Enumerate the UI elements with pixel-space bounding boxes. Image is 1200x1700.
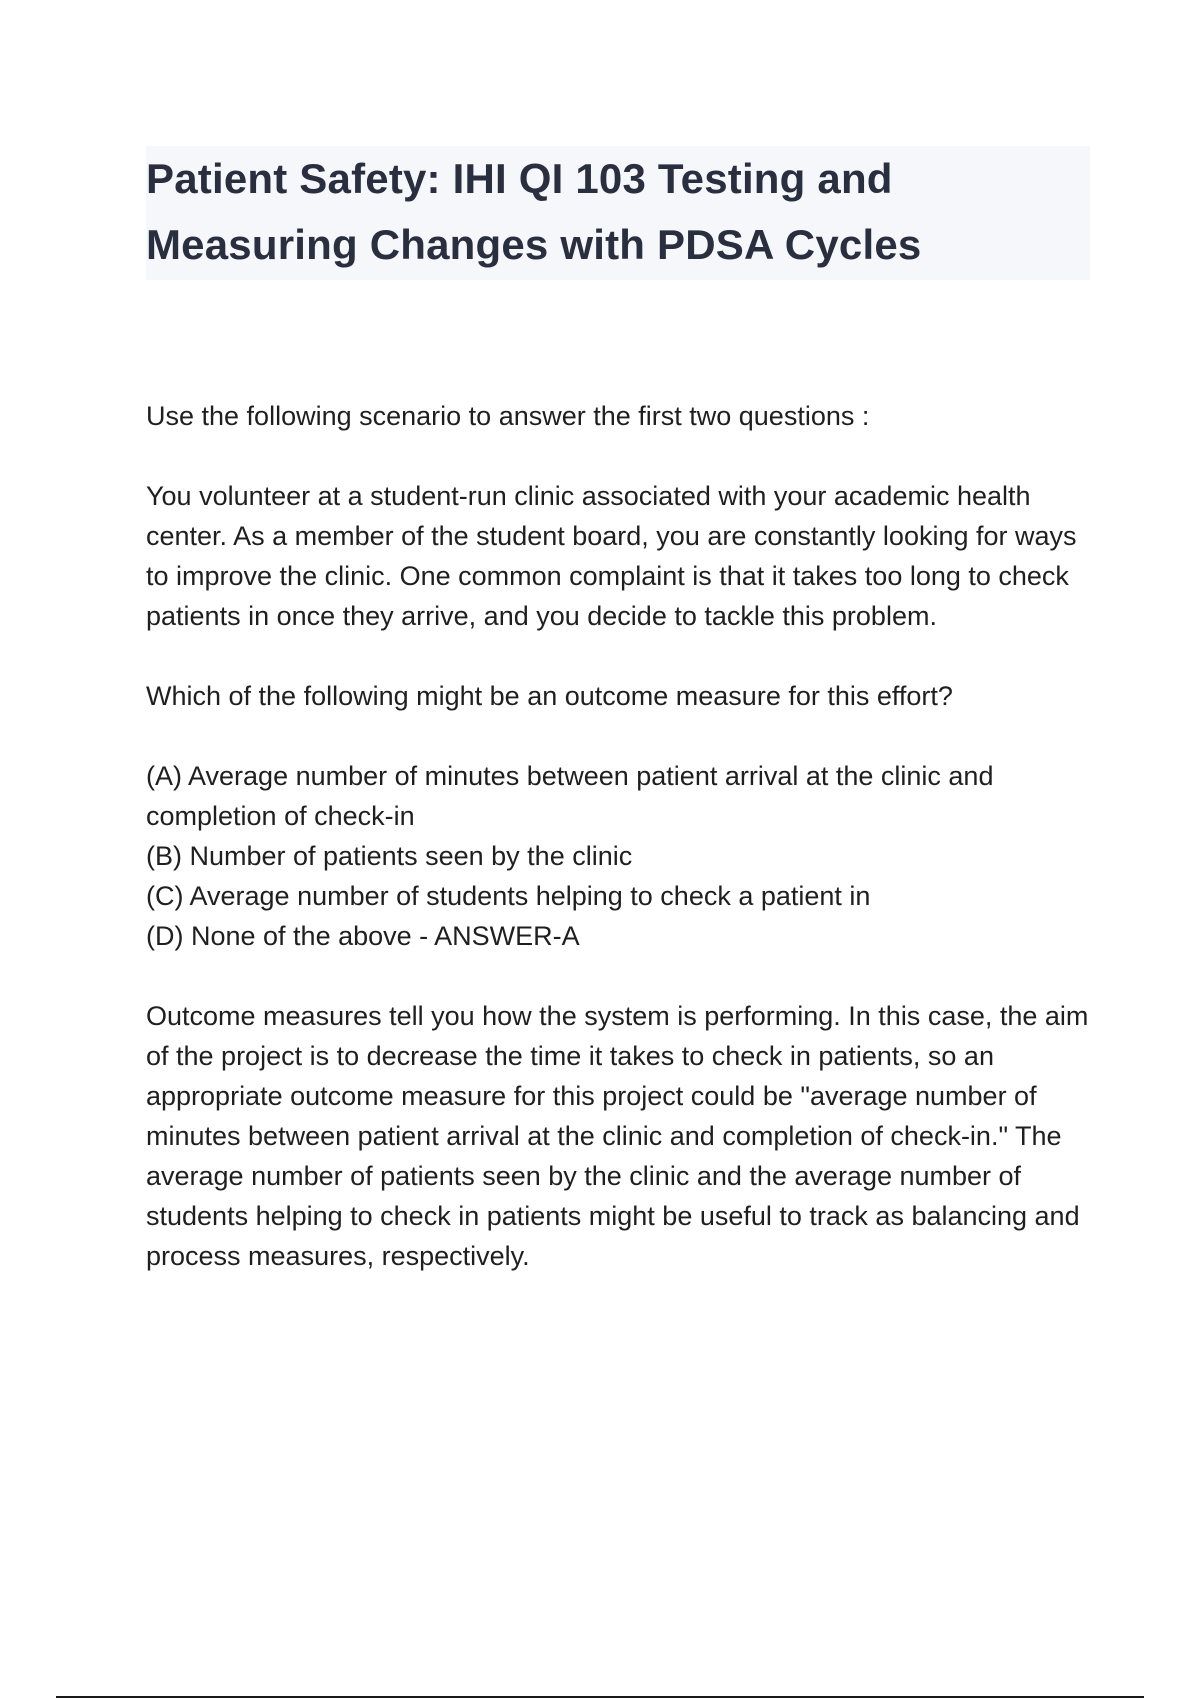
question-text: Which of the following might be an outcome measure for this effort? xyxy=(146,681,953,711)
footer-divider xyxy=(56,1696,1144,1698)
option-b: (B) Number of patients seen by the clinic xyxy=(146,841,633,871)
title-line-2: Measuring Changes with PDSA Cycles xyxy=(146,221,922,268)
intro-text: Use the following scenario to answer the first two questions : xyxy=(146,401,870,431)
document-body xyxy=(146,396,1096,1316)
option-c: (C) Average number of students helping to check a patient in xyxy=(146,881,871,911)
document-title xyxy=(146,146,921,278)
title-banner xyxy=(146,146,1090,280)
option-a: (A) Average number of minutes between patient arrival at the clinic and completion of check-in xyxy=(146,761,994,831)
scenario-text: You volunteer at a student-run clinic associated with your academic health center. As a member of the student board, you are constantly looking for ways to improve the clinic. One common complaint is that it takes too long to check patients in once they arrive, and you decide to tackle this problem. xyxy=(146,481,1077,631)
title-line-1: Patient Safety: IHI QI 103 Testing and xyxy=(146,155,893,202)
answer-options xyxy=(146,756,1096,956)
option-d: (D) None of the above - ANSWER-A xyxy=(146,921,580,951)
explanation-text: Outcome measures tell you how the system is performing. In this case, the aim of the project is to decrease the time it takes to check in patients, so an appropriate outcome measure for this project could be "average number of minutes between patient arrival at the clinic and completion of check-in." The average number of patients seen by the clinic and the average number of students helping to check in patients might be useful to track as balancing and process measures, respectively. xyxy=(146,1001,1089,1271)
